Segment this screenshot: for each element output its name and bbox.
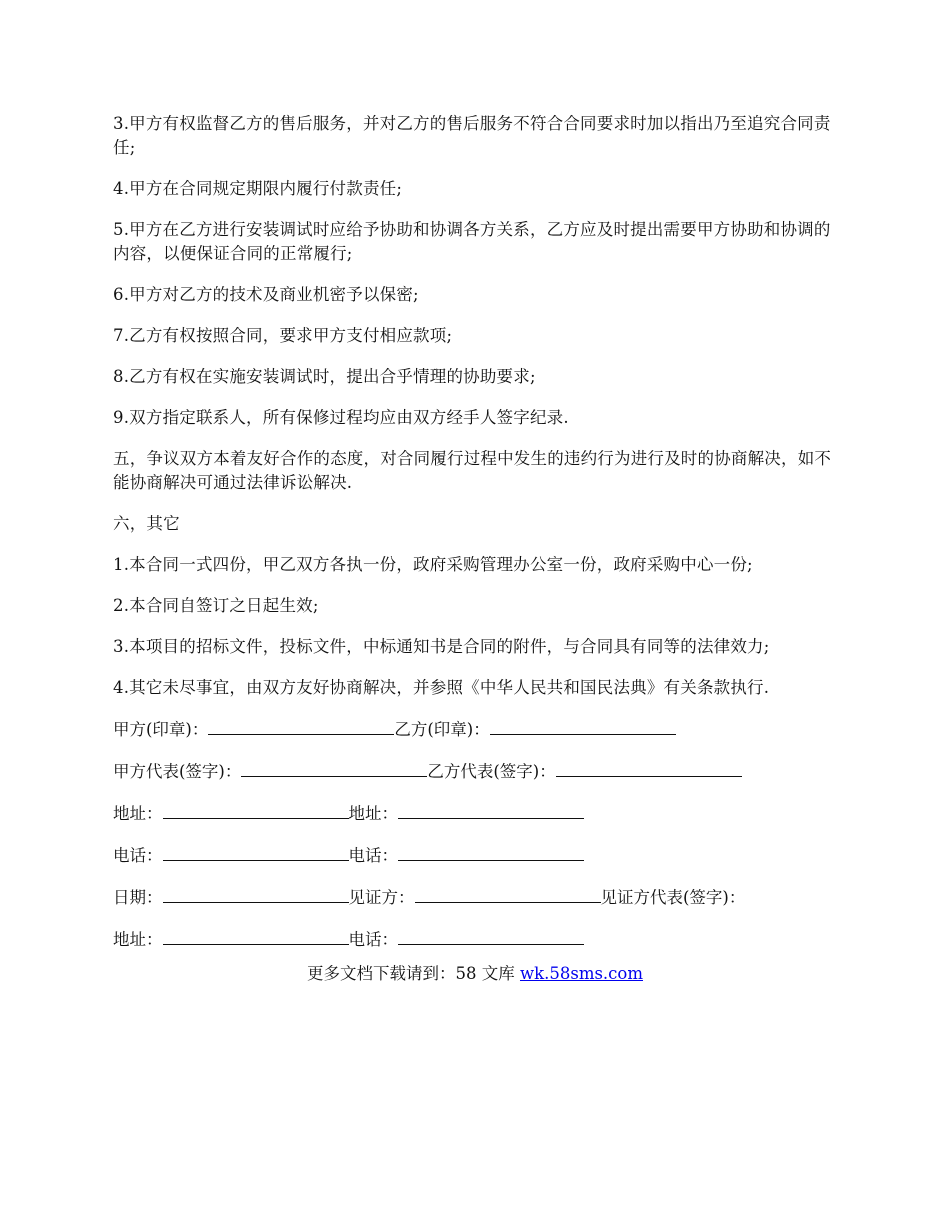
clause-9: 9.双方指定联系人，所有保修过程均应由双方经手人签字纪录. xyxy=(113,408,569,427)
party-b-seal-blank xyxy=(490,717,676,735)
party-a-rep-label: 甲方代表(签字)： xyxy=(113,762,242,781)
party-a-seal-blank xyxy=(208,717,394,735)
section-other-heading: 六，其它 xyxy=(113,514,180,533)
other-clause-3: 3.本项目的招标文件，投标文件，中标通知书是合同的附件，与合同具有同等的法律效力; xyxy=(113,637,770,656)
signature-row-address-phone xyxy=(113,927,843,952)
signature-row-seals xyxy=(113,717,843,742)
footer xyxy=(0,962,950,986)
clause-a3: 3.甲方有权监督乙方的售后服务，并对乙方的售后服务不符合合同要求时加以指出乃至追究合同责任; xyxy=(113,114,831,157)
clause-b8: 8.乙方有权在实施安装调试时，提出合乎情理的协助要求; xyxy=(113,367,536,386)
section-dispute: 五，争议双方本着友好合作的态度，对合同履行过程中发生的违约行为进行及时的协商解决，如不能协商解决可通过法律诉讼解决. xyxy=(113,449,832,492)
signature-row-date-witness xyxy=(113,885,843,910)
phone-blank-3 xyxy=(398,927,584,945)
phone-label-3: 电话： xyxy=(348,930,398,949)
phone-label-1: 电话： xyxy=(113,846,163,865)
address-blank-3 xyxy=(163,927,349,945)
phone-label-2: 电话： xyxy=(348,846,398,865)
witness-blank xyxy=(415,885,601,903)
party-b-rep-blank xyxy=(556,759,742,777)
signature-row-phone xyxy=(113,843,843,868)
witness-label: 见证方： xyxy=(348,888,415,907)
address-blank-1 xyxy=(163,801,349,819)
phone-blank-2 xyxy=(398,843,584,861)
clause-a4: 4.甲方在合同规定期限内履行付款责任; xyxy=(113,179,403,198)
clause-a6: 6.甲方对乙方的技术及商业机密予以保密; xyxy=(113,285,419,304)
date-blank xyxy=(163,885,349,903)
address-label-3: 地址： xyxy=(113,930,163,949)
clause-a5: 5.甲方在乙方进行安装调试时应给予协助和协调各方关系，乙方应及时提出需要甲方协助和协调的内容，以便保证合同的正常履行; xyxy=(113,220,831,263)
address-blank-2 xyxy=(398,801,584,819)
witness-rep-label: 见证方代表(签字)： xyxy=(600,888,746,907)
other-clause-2: 2.本合同自签订之日起生效; xyxy=(113,596,319,615)
party-a-rep-blank xyxy=(241,759,427,777)
party-b-rep-label: 乙方代表(签字)： xyxy=(427,762,556,781)
phone-blank-1 xyxy=(163,843,349,861)
party-b-seal-label: 乙方(印章)： xyxy=(394,720,490,739)
clause-b7: 7.乙方有权按照合同，要求甲方支付相应款项; xyxy=(113,326,453,345)
party-a-seal-label: 甲方(印章)： xyxy=(113,720,209,739)
document-body xyxy=(113,112,843,969)
other-clause-1: 1.本合同一式四份，甲乙双方各执一份，政府采购管理办公室一份，政府采购中心一份; xyxy=(113,555,753,574)
other-clause-4: 4.其它未尽事宜，由双方友好协商解决，并参照《中华人民共和国民法典》有关条款执行. xyxy=(113,678,770,697)
date-label: 日期： xyxy=(113,888,163,907)
signature-row-address xyxy=(113,801,843,826)
footer-link[interactable]: wk.58sms.com xyxy=(519,964,643,983)
signature-row-representatives xyxy=(113,759,843,784)
footer-text: 更多文档下载请到：58 文库 xyxy=(306,964,520,983)
address-label-2: 地址： xyxy=(348,804,398,823)
address-label-1: 地址： xyxy=(113,804,163,823)
